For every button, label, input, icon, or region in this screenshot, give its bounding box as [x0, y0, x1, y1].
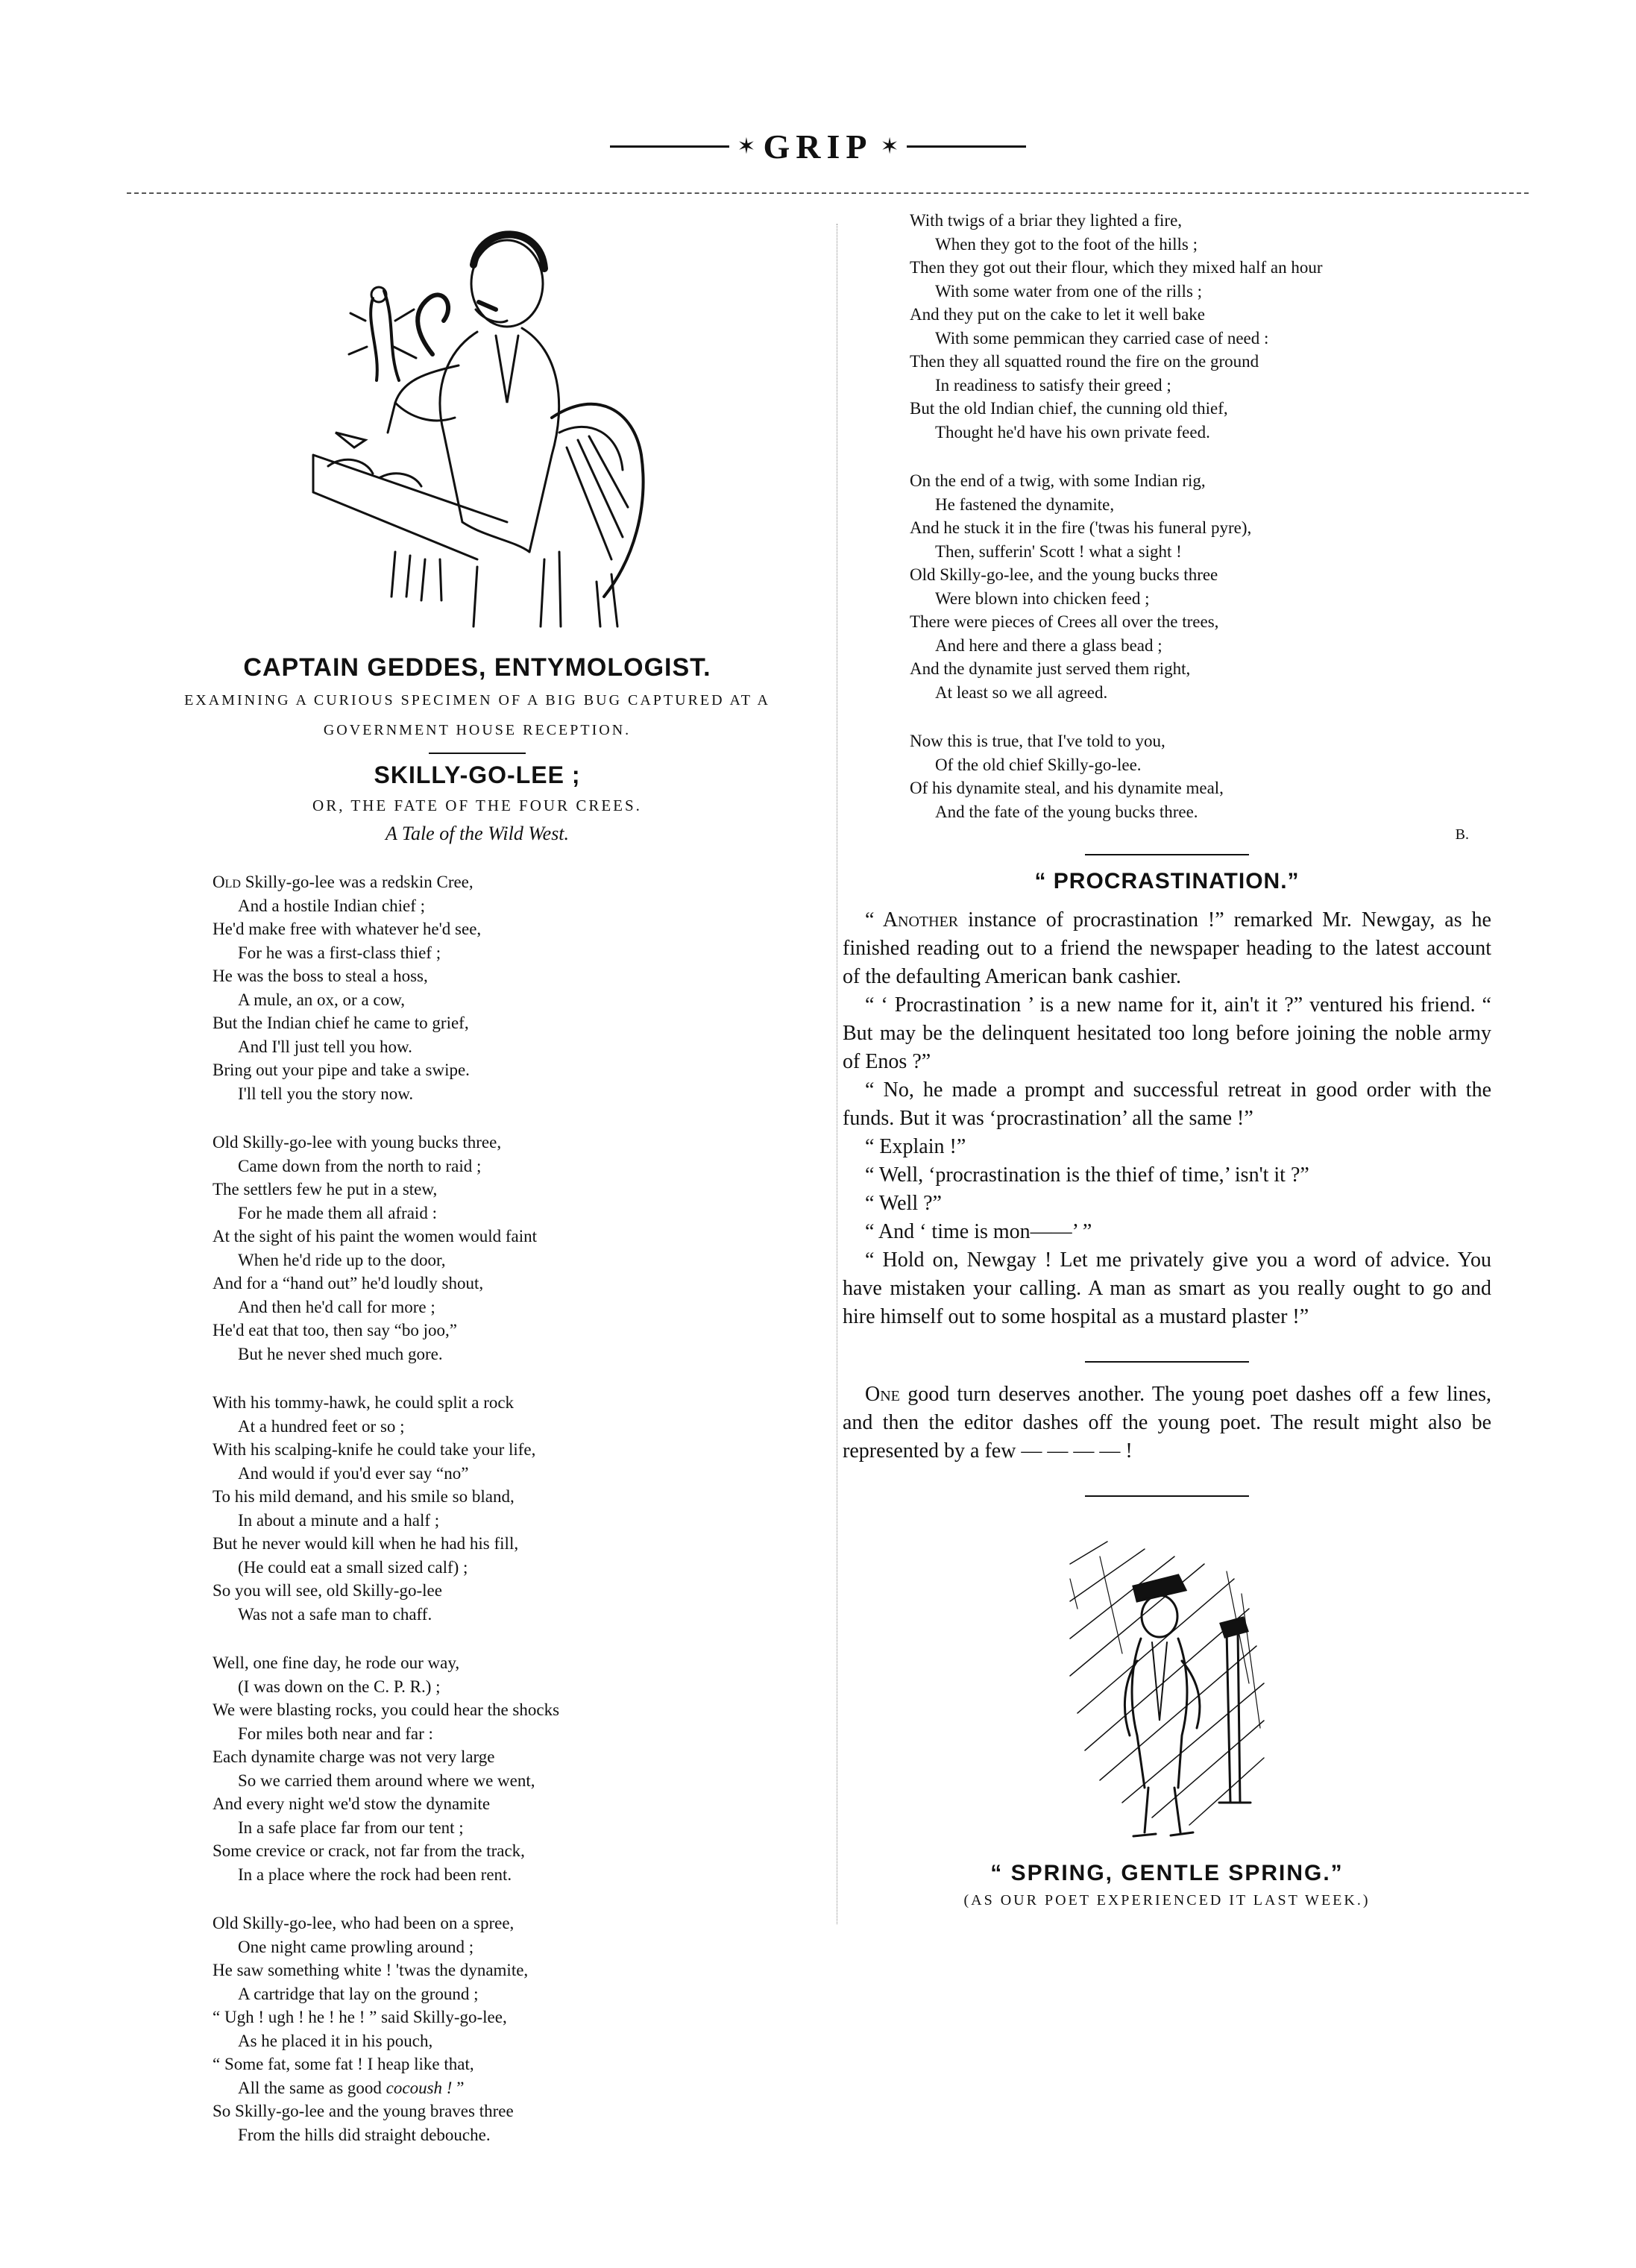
poem-line: Was not a safe man to chaff. [238, 1604, 432, 1624]
paragraph: “ Hold on, Newgay ! Let me privately give you a word of advice. You have mistaken your calling. A man as smart as you really ought to go and hire himself out to some hospital as a mustard plaster !” [843, 1248, 1491, 1328]
paragraph: “ Well, ‘procrastination is the thief of time,’ isn't it ?” [865, 1163, 1309, 1187]
poem-line: Old Skilly-go-lee, and the young bucks three [910, 565, 1218, 584]
poem-signature: B. [1455, 826, 1469, 843]
illustration1-title: CAPTAIN GEDDES, ENTYMOLOGIST. [243, 653, 711, 682]
masthead [0, 127, 1636, 166]
header-divider [127, 192, 1529, 194]
poem-line: But the old Indian chief, the cunning old thief, [910, 399, 1228, 418]
poem-line: For he was a first-class thief ; [238, 943, 441, 962]
paragraph [843, 906, 1491, 991]
captain-geddes-illustration [283, 209, 671, 649]
poem-line: And for a “hand out” he'd loudly shout, [213, 1274, 484, 1292]
poem-line: He saw something white ! 'twas the dynamite, [213, 1961, 529, 1979]
poem-line-part: ” [452, 2078, 465, 2097]
divider [1085, 854, 1249, 855]
poem-line: As he placed it in his pouch, [238, 2031, 433, 2050]
poem-line: A cartridge that lay on the ground ; [238, 1984, 479, 2003]
poem-stanza-4 [213, 1651, 835, 1886]
poem-line: So you will see, old Skilly-go-lee [213, 1581, 442, 1600]
drop-lead: Old [213, 873, 241, 891]
procrastination-title: “ PROCRASTINATION.” [1034, 869, 1300, 893]
illustration2-subtitle: (AS OUR POET EXPERIENCED IT LAST WEEK.) [963, 1892, 1371, 1909]
poem-line: We were blasting rocks, you could hear the shocks [213, 1700, 560, 1719]
poem-stanza-8 [910, 729, 1491, 823]
masthead-title: GRIP [763, 128, 873, 166]
poem-line: I'll tell you the story now. [238, 1084, 414, 1103]
poem-line: When he'd ride up to the door, [238, 1250, 446, 1269]
poem-line: One night came prowling around ; [238, 1937, 474, 1956]
poem-line: And I'll just tell you how. [238, 1037, 412, 1056]
paragraph: “ Explain !” [865, 1135, 966, 1158]
poem-line: With some pemmican they carried case of need : [935, 328, 1269, 348]
poem-line: In a place where the rock had been rent. [238, 1865, 512, 1884]
poem-line: Old Skilly-go-lee with young bucks three, [213, 1133, 502, 1152]
poem-line: (He could eat a small sized calf) ; [238, 1557, 468, 1577]
poem-line: Then they got out their flour, which they mixed half an hour [910, 258, 1323, 277]
poem-line: He was the boss to steal a hoss, [213, 967, 428, 985]
poem-line-italic: cocoush ! [386, 2078, 453, 2097]
drop-lead: One [865, 1383, 900, 1406]
poem-line: With his tommy-hawk, he could split a rock [213, 1393, 515, 1412]
poem-line: A mule, an ox, or a cow, [238, 990, 405, 1009]
right-column [843, 209, 1491, 1909]
poem-line: So we carried them around where we went, [238, 1771, 535, 1790]
paragraph-rest: instance of procrastination !” remarked Mr. Newgay, as he finished reading out to a friend the newspaper heading to the latest account of the defaulting American bank cashier. [843, 908, 1491, 988]
poem-line: And would if you'd ever say “no” [238, 1463, 469, 1483]
left-column [119, 209, 835, 2146]
poem-line: With his scalping-knife he could take your life, [213, 1440, 536, 1459]
poem-line: But he never shed much gore. [238, 1344, 443, 1363]
paragraph: “ No, he made a prompt and successful retreat in good order with the funds. But it was ‘procrastination’ all the same !” [843, 1078, 1491, 1130]
poem-line: At the sight of his paint the women would faint [213, 1227, 538, 1245]
poem-stanza-2 [213, 1131, 835, 1366]
paragraph: “ And ‘ time is mon——’ ” [865, 1220, 1092, 1243]
divider [1085, 1495, 1249, 1497]
poem-line: Thought he'd have his own private feed. [935, 422, 1210, 442]
poem-line: When they got to the foot of the hills ; [935, 234, 1198, 254]
poem-stanza-5 [213, 1912, 835, 2146]
poem-line: Then they all squatted round the fire on the ground [910, 352, 1259, 371]
poem-line: At a hundred feet or so ; [238, 1416, 405, 1436]
poem-line: So Skilly-go-lee and the young braves three [213, 2102, 514, 2120]
poem-line: Old Skilly-go-lee, who had been on a spree, [213, 1914, 515, 1932]
poem-line: Some crevice or crack, not far from the track, [213, 1841, 525, 1860]
poem-line: For he made them all afraid : [238, 1203, 437, 1222]
drop-lead: “ Another [865, 908, 959, 932]
poem-alt-title: OR, THE FATE OF THE FOUR CREES. [312, 797, 642, 814]
poem-stanza-3 [213, 1391, 835, 1626]
poem-line: Bring out your pipe and take a swipe. [213, 1061, 470, 1079]
poem-line: And the fate of the young bucks three. [935, 802, 1198, 821]
poem-line: From the hills did straight debouche. [238, 2125, 491, 2144]
paragraph: “ ‘ Procrastination ’ is a new name for it, ain't it ?” ventured his friend. “ But may be the delinquent hesitated too long before joining the noble army of Enos ?” [843, 993, 1491, 1073]
paragraph: “ Well ?” [865, 1192, 942, 1215]
procrastination-article [843, 906, 1491, 1331]
poem-stanza-6 [910, 209, 1491, 444]
poem-tale: A Tale of the Wild West. [385, 823, 570, 844]
star-icon: ✶ [737, 134, 756, 159]
poem-line: In about a minute and a half ; [238, 1510, 440, 1530]
divider [429, 753, 526, 754]
poem-line: “ Some fat, some fat ! I heap like that, [213, 2055, 474, 2073]
poem-line: The settlers few he put in a stew, [213, 1180, 438, 1199]
poem-line: And a hostile Indian chief ; [238, 896, 426, 915]
poem-line: At least so we all agreed. [935, 682, 1108, 702]
poem-line-part: All the same as good [238, 2078, 386, 2097]
poem-line: Of his dynamite steal, and his dynamite meal, [910, 779, 1224, 797]
poem-line: And he stuck it in the fire ('twas his funeral pyre), [910, 518, 1252, 537]
one-good-turn-article [843, 1380, 1491, 1466]
poem-line: But the Indian chief he came to grief, [213, 1014, 469, 1032]
poem-line: To his mild demand, and his smile so bland, [213, 1487, 515, 1506]
poem-line: “ Ugh ! ugh ! he ! he ! ” said Skilly-go-lee, [213, 2008, 507, 2026]
poem-line [213, 870, 835, 894]
poem-line: Each dynamite charge was not very large [213, 1747, 495, 1766]
poem-line: There were pieces of Crees all over the trees, [910, 612, 1219, 631]
poem-line: He fastened the dynamite, [935, 494, 1115, 514]
poem-line: But he never would kill when he had his fill, [213, 1534, 519, 1553]
poem-stanza-7 [910, 469, 1491, 704]
poem-line [213, 2076, 835, 2100]
poem-line: On the end of a twig, with some Indian rig, [910, 471, 1206, 490]
poem-line: Came down from the north to raid ; [238, 1156, 482, 1175]
poem-line-rest: Skilly-go-lee was a redskin Cree, [240, 873, 474, 891]
poem-line: And every night we'd stow the dynamite [213, 1794, 491, 1813]
paragraph-rest: good turn deserves another. The young poet dashes off a few lines, and then the editor dashes off the young poet. The result might also be represented by a few — — — — ! [843, 1383, 1491, 1463]
poem-line: He'd eat that too, then say “bo joo,” [213, 1321, 457, 1339]
poem-line: And they put on the cake to let it well bake [910, 305, 1205, 324]
masthead-rule-right [907, 145, 1026, 148]
poem-line: Then, sufferin' Scott ! what a sight ! [935, 541, 1182, 561]
paragraph [843, 1380, 1491, 1466]
poem-line: Well, one fine day, he rode our way, [213, 1653, 460, 1672]
poem-line: (I was down on the C. P. R.) ; [238, 1677, 441, 1696]
spring-poet-illustration [1055, 1534, 1279, 1855]
poem-line: And then he'd call for more ; [238, 1297, 435, 1316]
poem-line: In readiness to satisfy their greed ; [935, 375, 1171, 395]
poem-stanza-1 [213, 870, 835, 1105]
masthead-rule-left [610, 145, 729, 148]
divider [1085, 1361, 1249, 1363]
star-icon: ✶ [880, 134, 899, 159]
poem-line: He'd make free with whatever he'd see, [213, 920, 482, 938]
poem-line: Were blown into chicken feed ; [935, 588, 1150, 608]
illustration2-title: “ SPRING, GENTLE SPRING.” [990, 1861, 1344, 1885]
poem-line: For miles both near and far : [238, 1724, 433, 1743]
poem-line: With twigs of a briar they lighted a fire, [910, 211, 1183, 230]
poem-line: Now this is true, that I've told to you, [910, 732, 1165, 750]
poem-line: In a safe place far from our tent ; [238, 1818, 464, 1837]
poem-line: Of the old chief Skilly-go-lee. [935, 755, 1142, 774]
poem-line: With some water from one of the rills ; [935, 281, 1203, 301]
poem-line: And the dynamite just served them right, [910, 659, 1191, 678]
poem-title: SKILLY-GO-LEE ; [374, 761, 581, 788]
illustration1-subtitle: EXAMINING A CURIOUS SPECIMEN OF A BIG BUG CAPTURED AT A GOVERNMENT HOUSE RECEPTION. [184, 692, 770, 738]
poem-line: And here and there a glass bead ; [935, 635, 1162, 655]
